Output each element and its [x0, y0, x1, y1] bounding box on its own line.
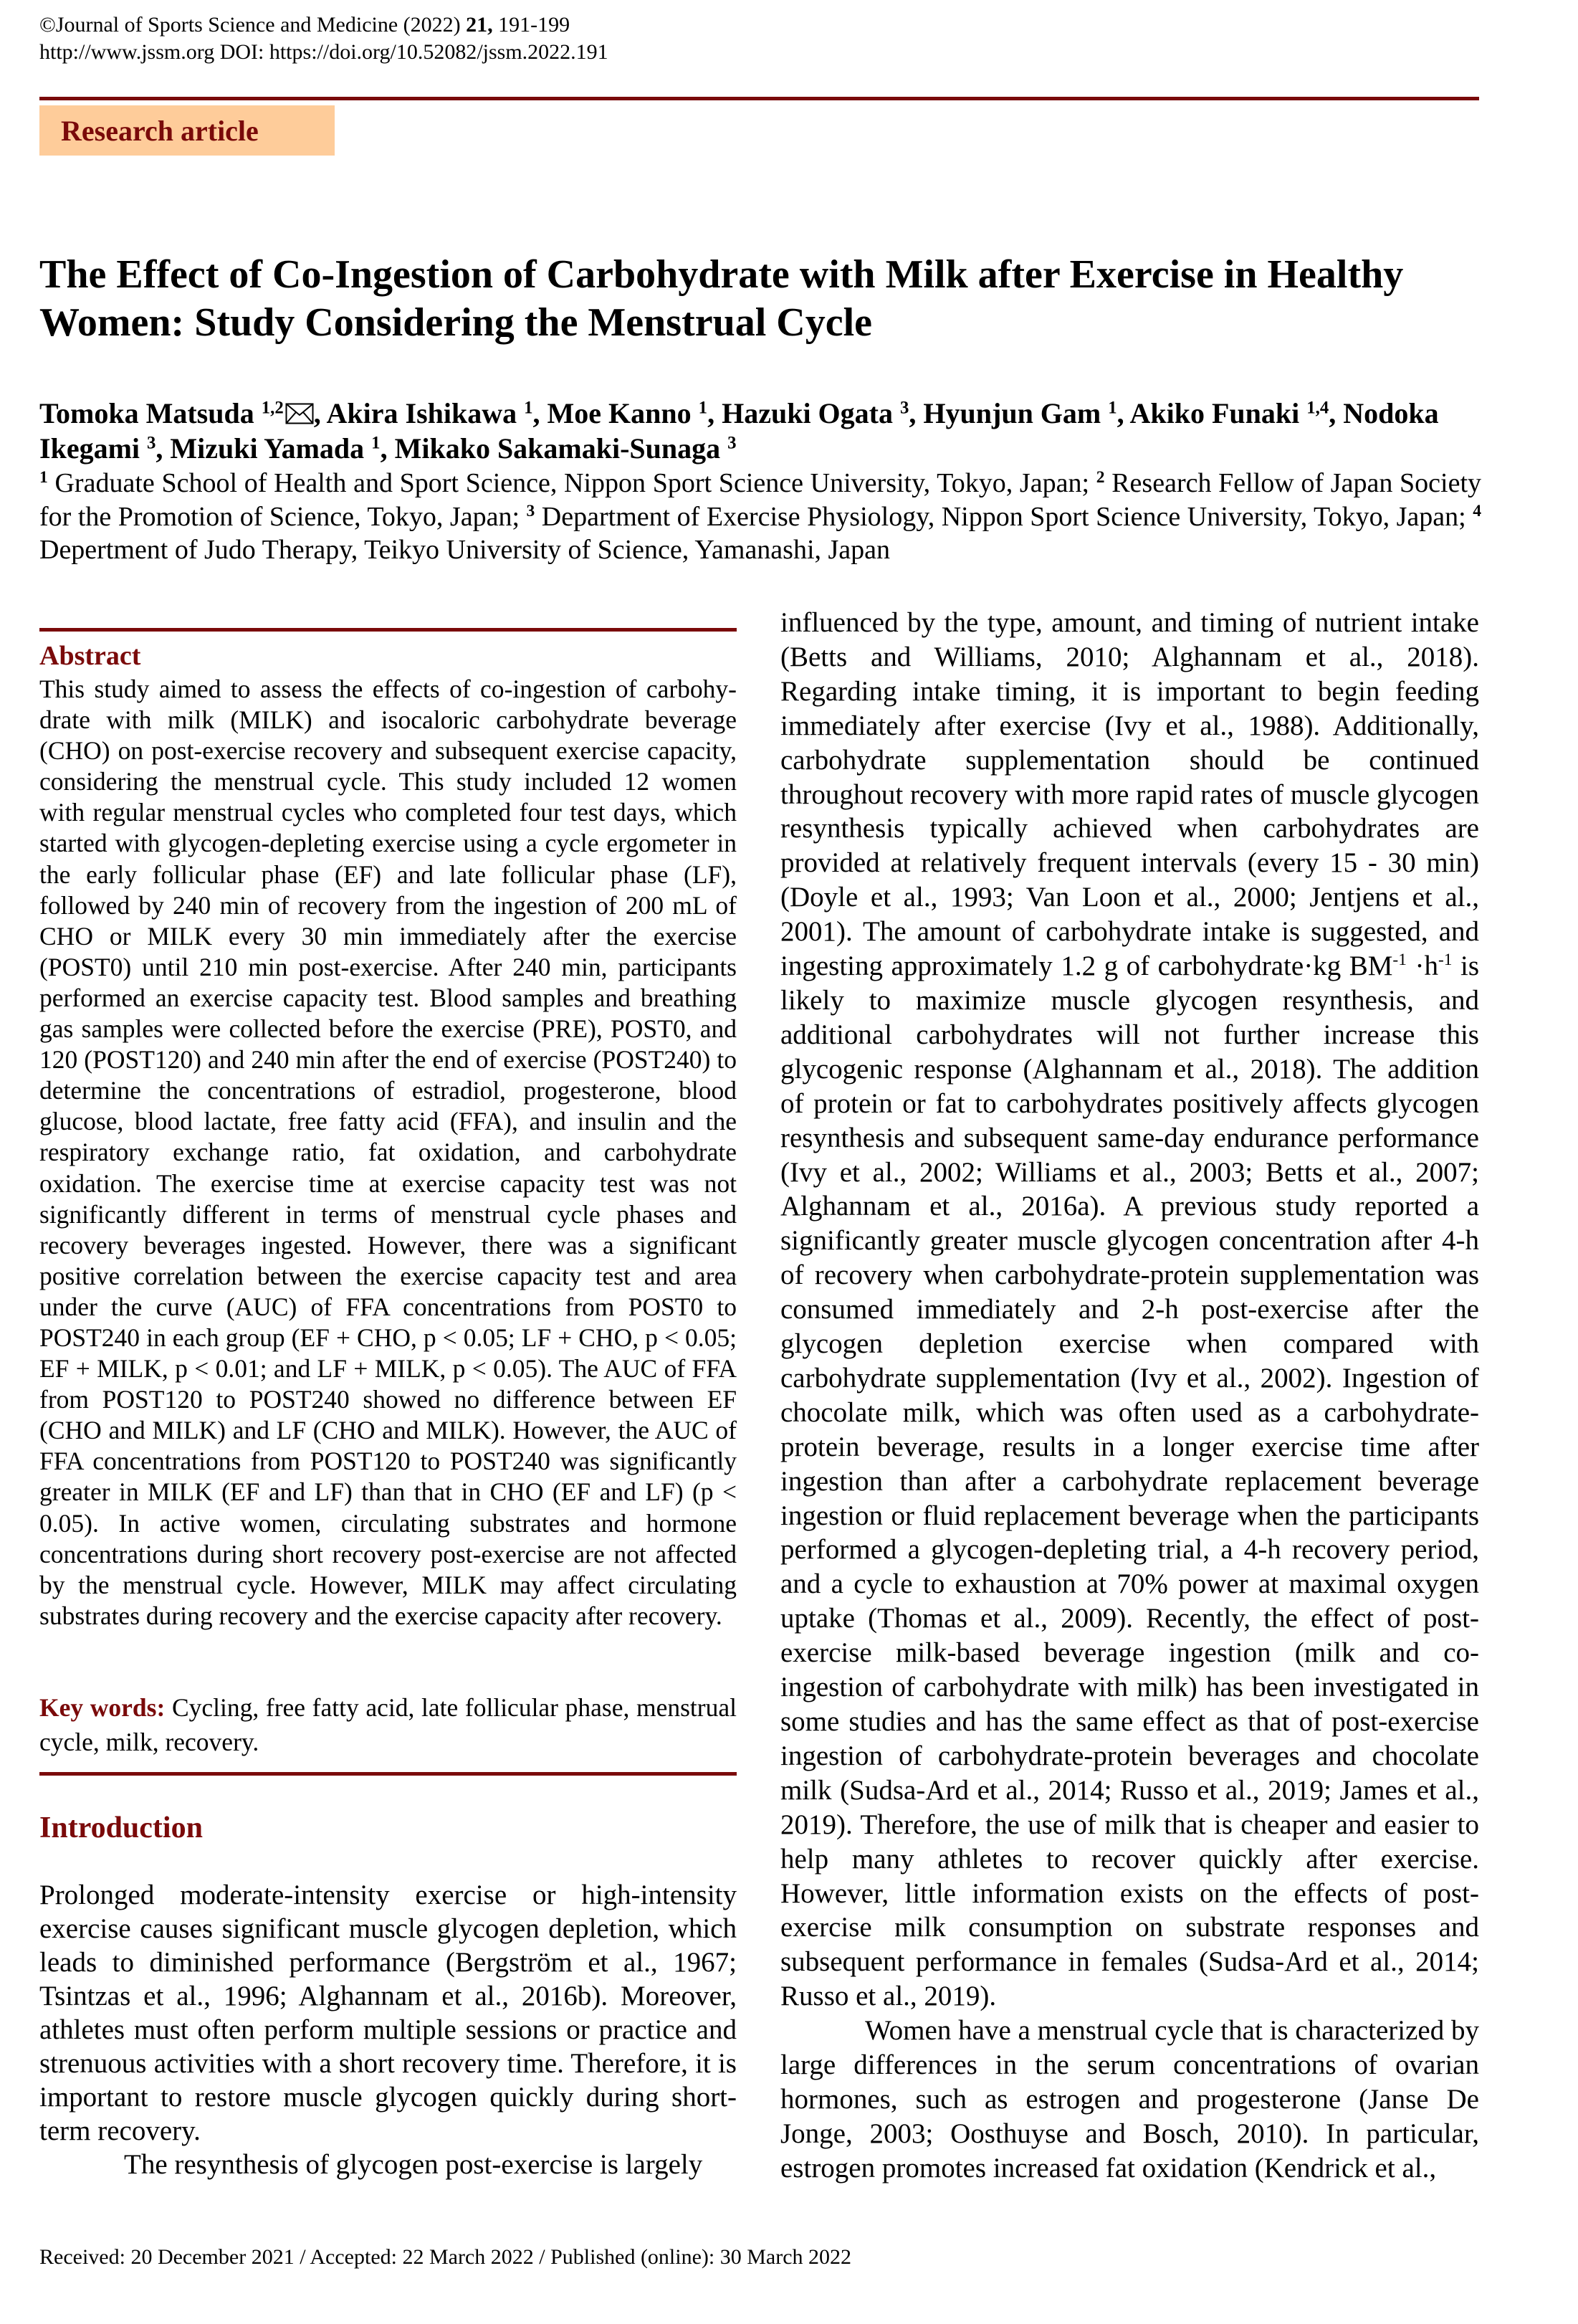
- author-affiliation-marker: 3: [727, 433, 737, 453]
- author-list: Tomoka Matsuda $^{1,2}$ , Akira Ishikawa $^1$, Moe Kanno $^1$, Hazuki Ogata $^3$, Hyunjun Gam $^1$, Akiko Funaki $^{1,4}$, Nodoka Ikegami $^3$, Mizuki Yamada $^1$, Mikako Sakamaki-Sunaga $^3$: [39, 397, 1439, 465]
- keywords-text: Cycling, free fatty acid, late follicular phase, menstrual cycle, milk, recovery.: [39, 1693, 737, 1756]
- author-affiliation-marker: 1: [371, 433, 381, 453]
- author-name: Hazuki Ogata: [722, 397, 900, 429]
- author-name: Akiko Funaki: [1129, 397, 1307, 429]
- publication-dates: Received: 20 December 2021 / Accepted: 22 March 2022 / Published (online): 30 March 2022: [39, 2245, 852, 2269]
- affiliation-text: Department of Exercise Physiology, Nippon Sport Science University, Tokyo, Japan;: [535, 501, 1473, 532]
- journal-name: ©Journal of Sports Science and Medicine (2022): [39, 13, 467, 37]
- paper-title: The Effect of Co-Ingestion of Carbohydrate with Milk after Exercise in Healthy Women: Study Considering the Menstrual Cycle: [39, 252, 1404, 345]
- affiliation-number: 2: [1096, 468, 1105, 487]
- abstract-top-rule: [39, 628, 737, 632]
- author-affiliation-marker: 1: [1108, 398, 1117, 418]
- article-type-label: Research article: [61, 115, 259, 147]
- introduction-body: [39, 1878, 737, 2181]
- article-type-badge: [39, 105, 335, 156]
- author-name: Akira Ishikawa: [326, 397, 525, 429]
- author-name: Mizuki Yamada: [170, 432, 372, 465]
- author-name: Nodoka Ikegami: [39, 397, 1439, 465]
- superscript: -1: [1438, 951, 1453, 970]
- journal-citation: [39, 11, 570, 39]
- body-paragraph: Women have a menstrual cycle that is characterized by large differences in the serum concentrations of ovarian hormones, such as estrogen and progesterone (Janse De Jonge, 2003; Oosthuyse and Bosch, 2010). In particular, estrogen promotes increased fat oxidation (Kendrick et al.,: [780, 2015, 1479, 2183]
- introduction-heading: Introduction: [39, 1811, 203, 1844]
- author-name: Hyunjun Gam: [923, 397, 1109, 429]
- affiliation-text: Depertment of Judo Therapy, Teikyo University of Science, Yamanashi, Japan: [39, 535, 891, 565]
- author-name: Moe Kanno: [547, 397, 699, 429]
- abstract-text: This study aimed to assess the effects of co-ingestion of carbohydrate with milk (MILK) and isocaloric carbohydrate beverage (CHO) on post-exercise recovery and subsequent exercise capacity, considering the menstrual cycle. This study included 12 women with regular menstrual cycles who completed four test days, which started with glycogen-depleting exercise using a cycle ergometer in the early follicular phase (EF) and late follicular phase (LF), followed by 240 min of recovery from the ingestion of 200 mL of CHO or MILK every 30 min immediately after the exercise (POST0) until 210 min post-exercise. After 240 min, participants performed an exercise capacity test. Blood samples and breathing gas samples were collected before the exercise (PRE), POST0, and 120 (POST120) and 240 min after the end of exercise (POST240) to determine the concentrations of estradiol, progesterone, blood glucose, blood lactate, free fatty acid (FFA), and insulin and the respiratory exchange ratio, fat oxidation, and carbohydrate oxidation. The exercise time at exercise capacity test was not significantly different in terms of menstrual cycle phases and recovery beverages ingested. However, there was a significant positive correlation between the exercise capacity test and area under the curve (AUC) of FFA concentrations from POST0 to POST240 in each group (EF + CHO, p < 0.05; LF + CHO, p < 0.05; EF + MILK, p < 0.01; and LF + MILK, p < 0.05). The AUC of FFA from POST120 to POST240 showed no difference between EF (CHO and MILK) and LF (CHO and MILK). However, the AUC of FFA concentrations from POST120 to POST240 was significantly greater in MILK (EF and LF) than that in CHO (EF and LF) (p < 0.05). In active women, circulating substrates and hormone concentrations during short recovery post-exercise are not affected by the menstrual cycle. However, MILK may affect circulating substrates during recovery and the exercise capacity after recovery.: [39, 675, 737, 1630]
- doi-line[interactable]: http://www.jssm.org DOI: https://doi.org/10.52082/jssm.2022.191: [39, 40, 608, 64]
- abstract-heading: Abstract: [39, 641, 141, 671]
- author-affiliation-marker: 1: [524, 398, 533, 418]
- superscript: -1: [1392, 951, 1407, 970]
- author-affiliation-marker: 3: [899, 398, 909, 418]
- affiliation-text: Research Fellow of Japan Society for the Promotion of Science, Tokyo, Japan;: [39, 468, 1482, 532]
- affiliation-number: 4: [1473, 501, 1481, 520]
- author-affiliation-marker: 1,2: [261, 398, 284, 418]
- affiliation-number: 3: [526, 501, 535, 520]
- intro-paragraph: Prolonged moderate-intensity exercise or high-intensity exercise causes significant muscle glycogen depletion, which leads to diminished performance (Bergström et al., 1967; Tsintzas et al., 1996; Alghannam et al., 2016b). Moreover, athletes must often perform multiple sessions or practice and strenuous activities with a short recovery time. Therefore, it is important to restore muscle glycogen quickly during short-term recovery.: [39, 1880, 737, 2146]
- keywords-label: Key words:: [39, 1693, 166, 1722]
- right-column-body: [780, 606, 1479, 2186]
- affiliation-number: 1: [39, 468, 48, 487]
- body-text: ·h: [1415, 951, 1438, 982]
- header-rule: [39, 97, 1479, 100]
- body-paragraph: [780, 606, 1479, 2014]
- author-affiliation-marker: 1,4: [1306, 398, 1329, 418]
- journal-volume: 21,: [466, 13, 493, 37]
- author-affiliation-marker: 1: [698, 398, 708, 418]
- keywords-bottom-rule: [39, 1772, 737, 1776]
- intro-paragraph: The resynthesis of glycogen post-exercise is largely: [124, 2149, 703, 2180]
- body-text: is likely to maximize muscle glycogen resynthesis, and additional carbohydrates will not further increase this glycogenic response (Alghannam et al., 2018). The addition of protein or fat to carbohydrates positively affects glycogen resynthesis and subsequent same-day endurance performance (Ivy et al., 2002; Williams et al., 2003; Betts et al., 2007; Alghannam et al., 2016a). A previous study reported a significantly greater muscle glycogen concentration after 4-h of recovery when carbohydrate-protein supplementation was consumed immediately and 2-h post-exercise after the glycogen depletion exercise when compared with carbohydrate supplementation (Ivy et al., 2002). Ingestion of chocolate milk, which was often used as a carbohydrate-protein beverage, results in a longer exercise time after ingestion than after a carbohydrate replacement beverage ingestion or fluid replacement beverage when the participants performed a glycogen-depleting trial, a 4-h recovery period, and a cycle to exhaustion at 70% power at maximal oxygen uptake (Thomas et al., 2009). Recently, the effect of post-exercise milk-based beverage ingestion (milk and co-ingestion of carbohydrate with milk) has been investigated in some studies and has the same effect as that of post-exercise ingestion of carbohydrate-protein beverages and chocolate milk (Sudsa-Ard et al., 2014; Russo et al., 2019; James et al., 2019). Therefore, the use of milk that is cheaper and easier to help many athletes to recover quickly after exercise. However, little information exists on the effects of post-exercise milk consumption on substrate responses and subsequent performance in females (Sudsa-Ard et al., 2014; Russo et al., 2019).: [780, 951, 1480, 2012]
- affiliations: [39, 467, 1481, 567]
- keywords: [39, 1690, 737, 1759]
- envelope-icon[interactable]: [285, 403, 314, 424]
- author-affiliation-marker: 3: [147, 433, 156, 453]
- author-name: Tomoka Matsuda: [39, 397, 262, 429]
- affiliation-text: Graduate School of Health and Sport Science, Nippon Sport Science University, Tokyo, Japan;: [47, 468, 1096, 498]
- journal-pages: 191-199: [492, 13, 570, 37]
- author-name: Mikako Sakamaki-Sunaga: [394, 432, 728, 465]
- body-text: influenced by the type, amount, and timing of nutrient intake (Betts and Williams, 2010; Alghannam et al., 2018). Regarding intake timing, it is important to begin feeding immediately after exercise (Ivy et al., 1988). Additionally, carbohydrate supplementation should be continued throughout recovery with more rapid rates of muscle glycogen resynthesis typically achieved when carbohydrates are provided at relatively frequent intervals (every 15 - 30 min) (Doyle et al., 1993; Van Loon et al., 2000; Jentjens et al., 2001). The amount of carbohydrate intake is suggested, and ingesting approximately 1.2 g of carbohydrate·kg BM: [780, 607, 1479, 982]
